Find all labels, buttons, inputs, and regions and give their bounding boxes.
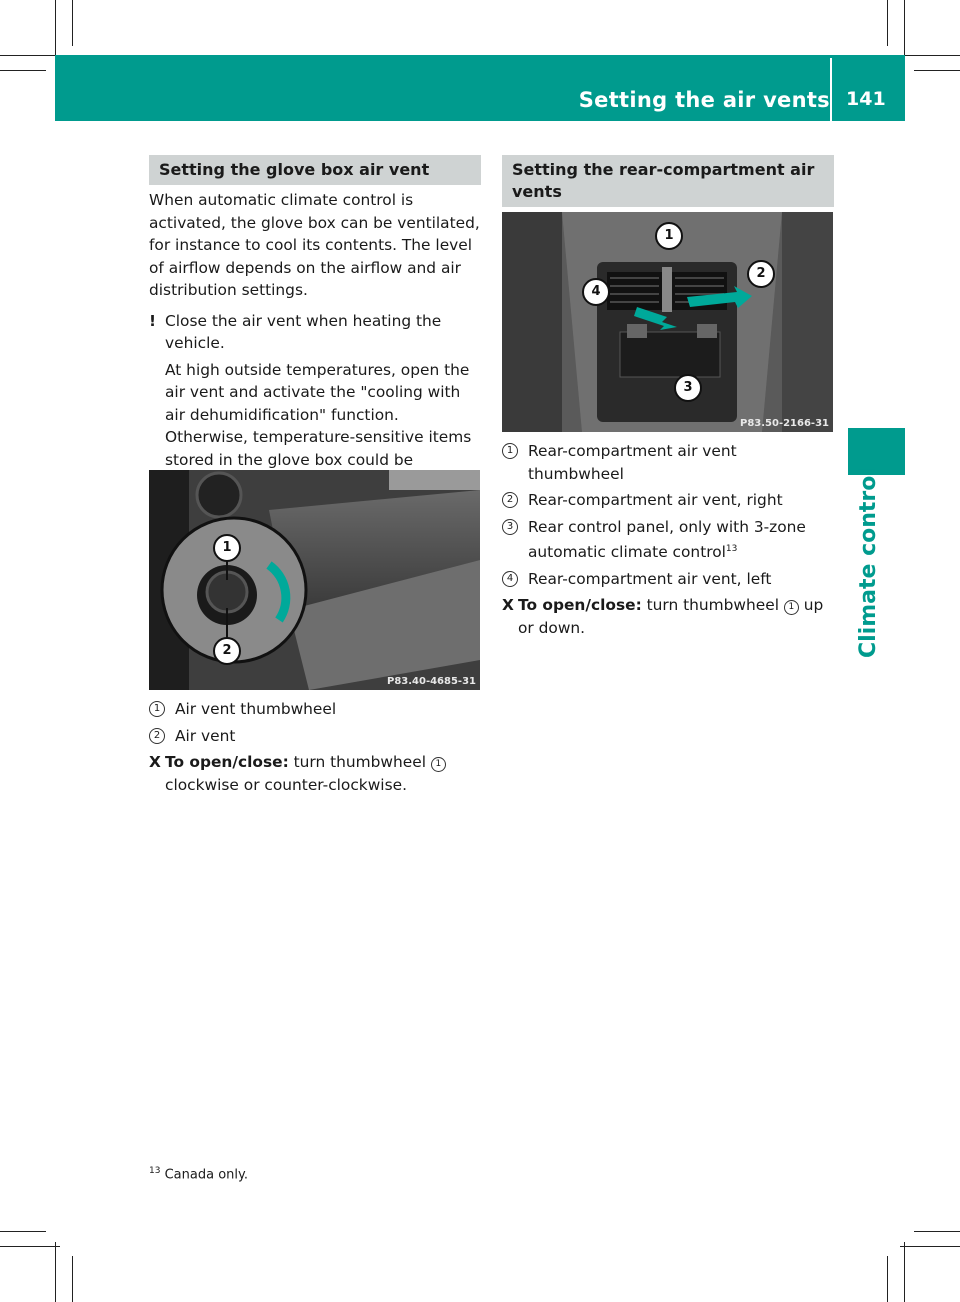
page-title: Setting the air vents: [578, 88, 830, 112]
legend-text: Rear-compartment air vent, left: [528, 569, 772, 588]
header-divider: [830, 58, 832, 121]
chapter-label: Climate control: [856, 468, 881, 658]
warning-text: Close the air vent when heating the vehicle.: [165, 311, 442, 352]
crop-mark: [55, 1242, 56, 1302]
inline-callout: 1: [784, 600, 799, 615]
left-legend: [149, 698, 481, 796]
action-text: clockwise or counter-clockwise.: [165, 775, 407, 794]
crop-mark: [914, 70, 960, 71]
legend-number: 1: [149, 701, 165, 717]
action-text: turn thumbwheel: [646, 596, 779, 615]
crop-mark: [887, 1256, 888, 1302]
crop-mark: [72, 1256, 73, 1302]
figure-code: P83.40-4685-31: [386, 676, 476, 687]
action-icon: X: [149, 753, 161, 771]
legend-text: Rear-compartment air vent thumbwheel: [528, 442, 737, 483]
callout-4: 4: [582, 278, 610, 306]
legend-text: Rear control panel, only with 3-zone automatic climate control: [528, 517, 806, 562]
legend-item: [502, 489, 836, 512]
callout-1: 1: [213, 534, 241, 562]
legend-item: [502, 440, 836, 485]
crop-mark: [0, 1231, 46, 1232]
legend-number: 4: [502, 571, 518, 587]
action-icon: X: [502, 596, 514, 615]
footnote-number: 13: [149, 1166, 161, 1176]
crop-mark: [900, 55, 960, 56]
legend-item: [502, 568, 836, 591]
callout-3: 3: [674, 374, 702, 402]
crop-mark: [904, 1242, 905, 1302]
legend-text: Air vent: [175, 726, 236, 745]
legend-number: 2: [149, 728, 165, 744]
action-label: To open/close:: [518, 596, 642, 615]
crop-mark: [904, 0, 905, 60]
action-step: [502, 594, 836, 639]
rear-vents-figure: [502, 212, 833, 432]
action-text: turn thumbwheel: [293, 753, 426, 771]
right-legend: [502, 440, 836, 639]
crop-mark: [900, 1246, 960, 1247]
intro-paragraph: When automatic climate control is activated, the glove box can be ventilated, for instance to cool its contents. The level of airflow depends on the airflow and air distribution settings.: [149, 191, 480, 299]
right-column: [502, 155, 834, 207]
crop-mark: [914, 1231, 960, 1232]
legend-number: 2: [502, 492, 518, 508]
footnote: [149, 1166, 248, 1182]
warning-icon: !: [149, 311, 157, 330]
figure-code: P83.50-2166-31: [739, 418, 829, 429]
legend-text: Rear-compartment air vent, right: [528, 491, 783, 509]
section-heading: Setting the rear-compartment air vents: [502, 155, 834, 207]
inline-callout: 1: [431, 757, 446, 772]
callout-2: 2: [213, 637, 241, 665]
action-text: up or down.: [518, 596, 824, 637]
crop-mark: [0, 70, 46, 71]
left-column: [149, 155, 481, 494]
legend-item: [149, 725, 481, 748]
legend-number: 3: [502, 519, 518, 535]
callout-2: 2: [747, 260, 775, 288]
callout-1: 1: [655, 222, 683, 250]
warning-text: At high outside temperatures, open the air vent and activate the "cooling with air dehumidification" function. Otherwise, temperature-sensitive items stored in the glove box could be: [165, 360, 472, 469]
legend-number: 1: [502, 443, 518, 459]
section-heading: Setting the glove box air vent: [149, 155, 481, 185]
glove-box-figure: [149, 470, 480, 690]
action-label: To open/close:: [165, 753, 289, 771]
legend-text: Air vent thumbwheel: [175, 700, 337, 718]
legend-item: [502, 516, 836, 564]
crop-mark: [0, 1246, 60, 1247]
footnote-ref: 13: [725, 544, 738, 554]
crop-mark: [0, 55, 60, 56]
warning-block: [149, 310, 481, 494]
footnote-text: Canada only.: [164, 1167, 248, 1183]
glove-box-illustration: [149, 470, 480, 690]
action-step: [149, 751, 481, 796]
crop-mark: [887, 0, 888, 46]
crop-mark: [55, 0, 56, 60]
crop-mark: [72, 0, 73, 46]
page-number: 141: [846, 88, 886, 110]
legend-item: [149, 698, 481, 721]
